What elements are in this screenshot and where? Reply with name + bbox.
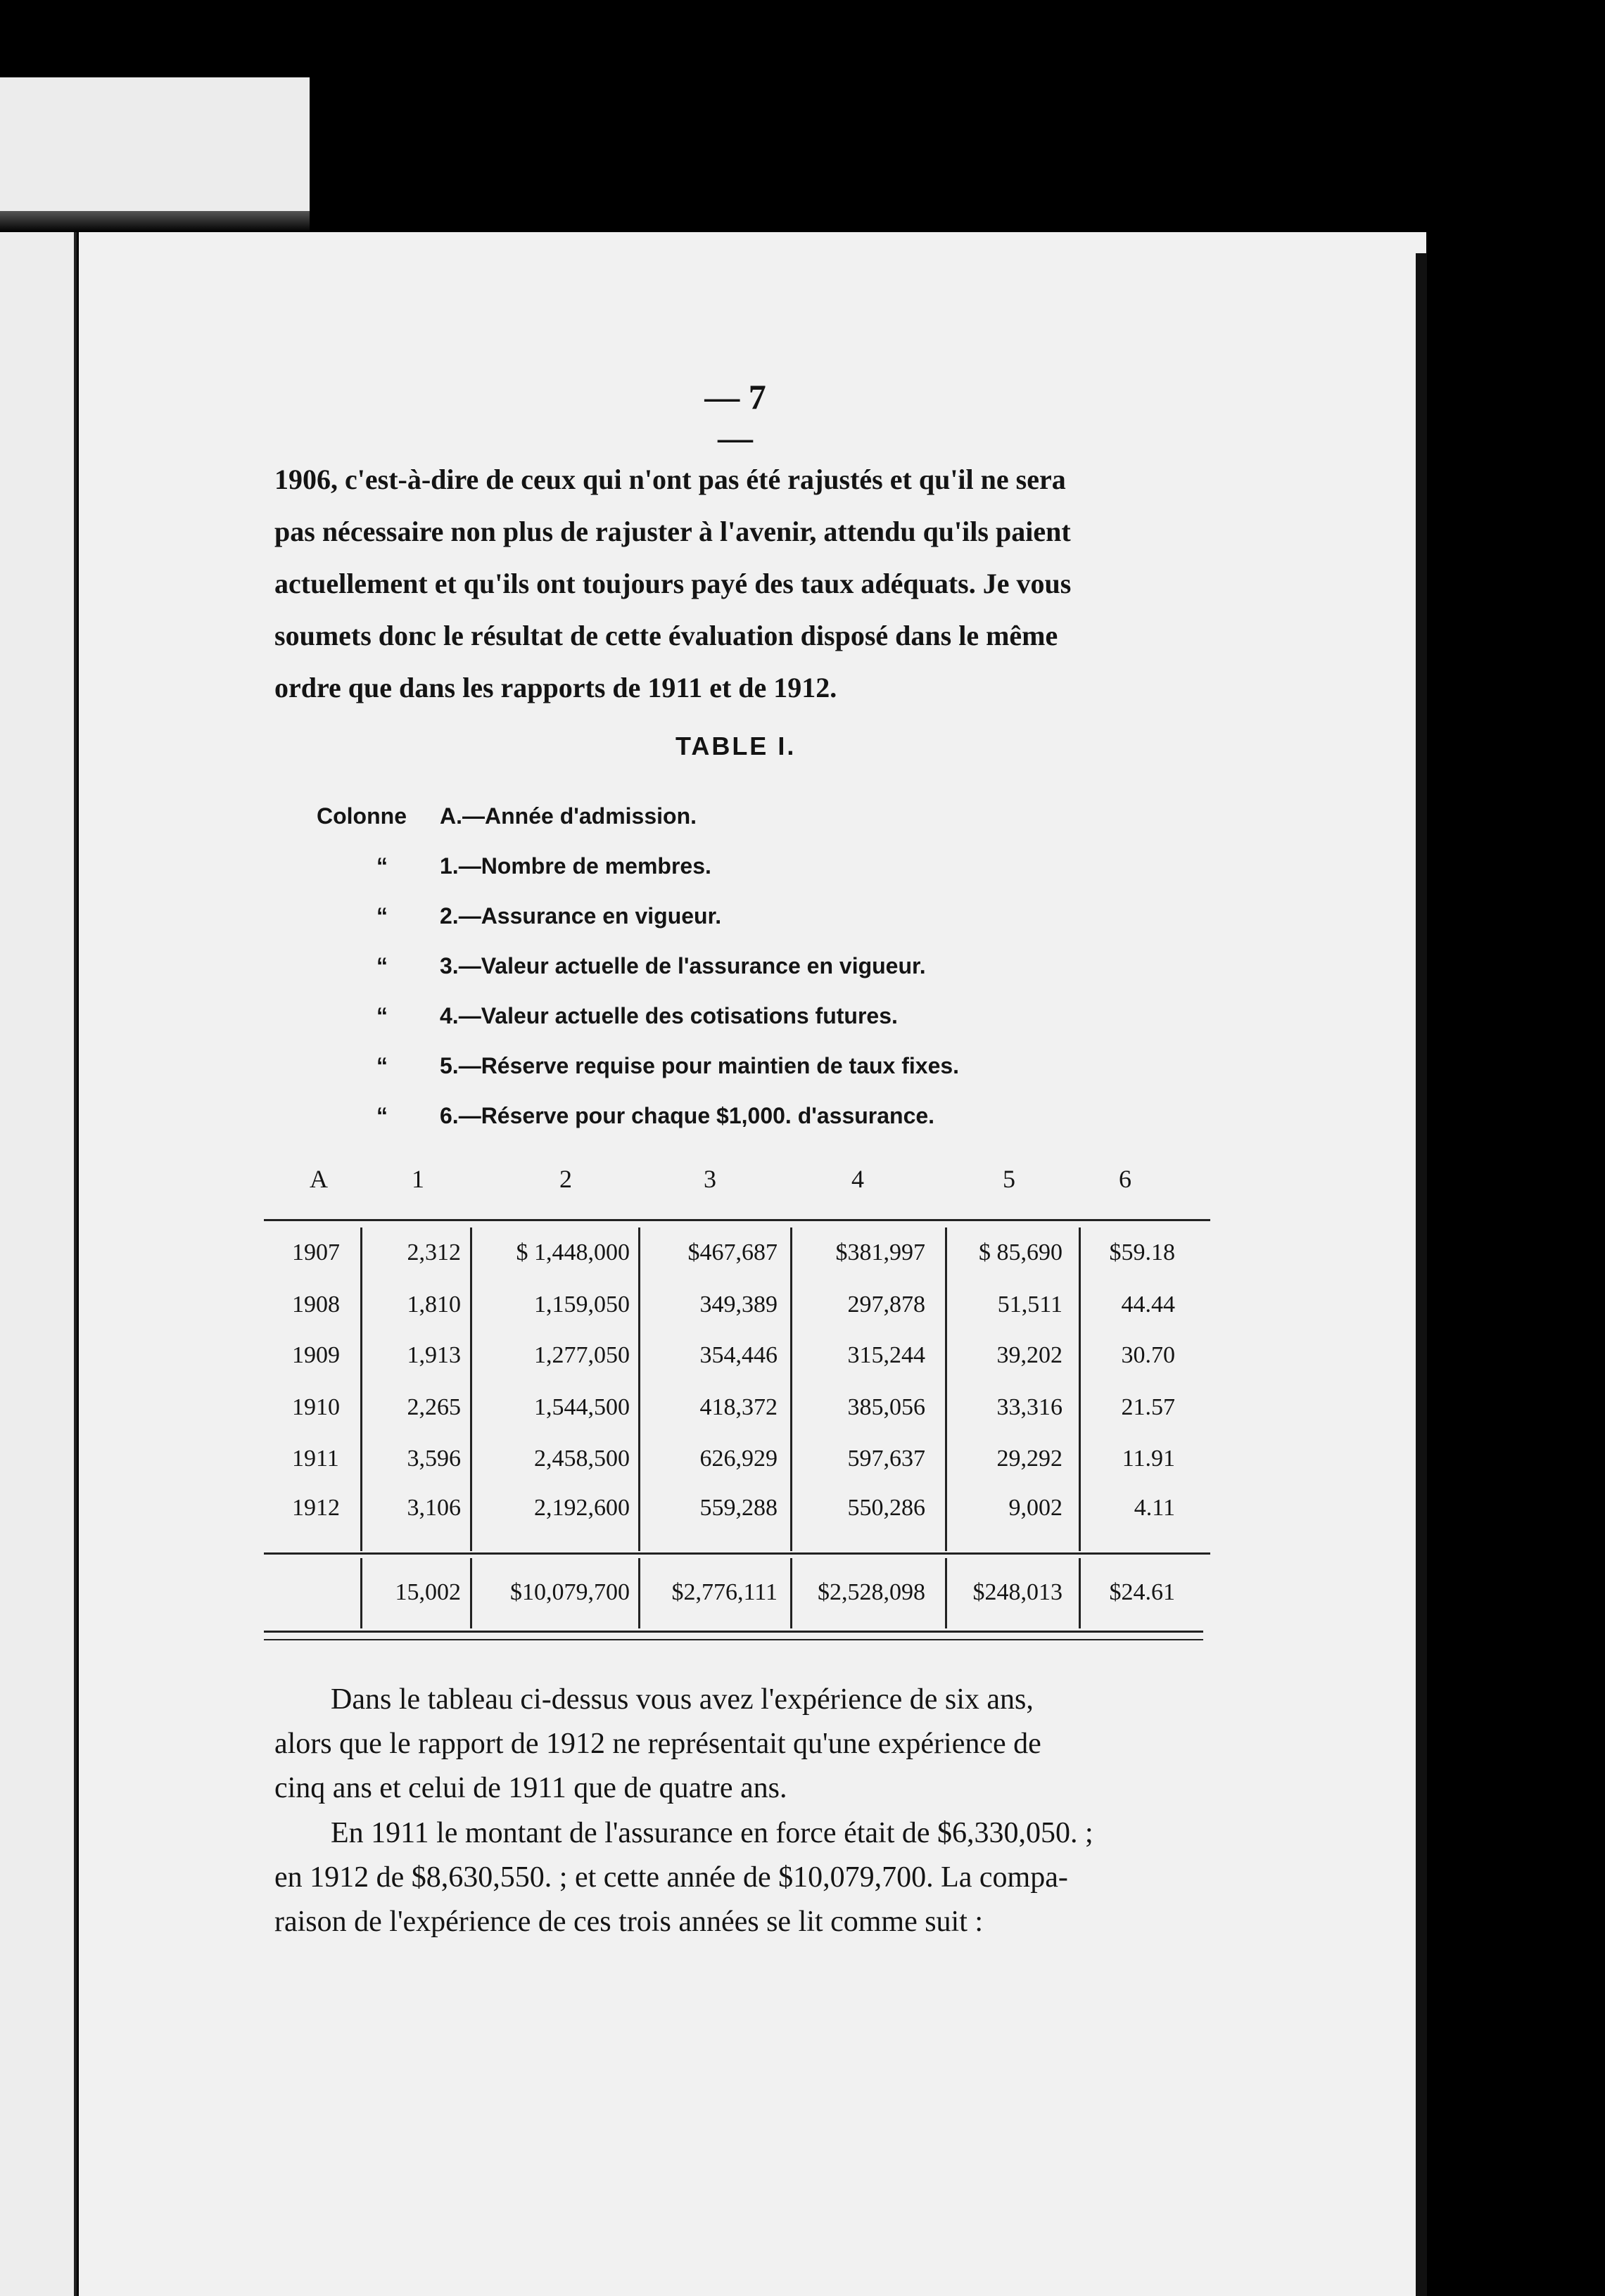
legend-text: 4.—Valeur actuelle des cotisations futures. [440, 1003, 898, 1028]
table-cell: 1911 [292, 1446, 339, 1472]
table-cell: $467,687 [687, 1239, 778, 1265]
table-cell: 3,596 [407, 1446, 461, 1472]
legend-prefix: “ [376, 1103, 388, 1128]
table-cell: $2,776,111 [671, 1579, 778, 1605]
table-title: TABLE I. [675, 732, 797, 760]
table-cell: 550,286 [847, 1495, 925, 1521]
legend-item [317, 791, 959, 841]
table-cell: 33,316 [996, 1394, 1062, 1420]
table-cell: $248,013 [972, 1579, 1062, 1605]
legend-prefix: “ [376, 903, 388, 929]
table-cell: 2,458,500 [534, 1446, 630, 1472]
column-header: 1 [412, 1165, 424, 1193]
table-cell: 30.70 [1121, 1342, 1175, 1368]
table-cell: 1,159,050 [534, 1292, 630, 1318]
table-cell: $381,997 [835, 1239, 925, 1265]
table-cell: $ 1,448,000 [516, 1239, 630, 1265]
text-line: pas nécessaire non plus de rajuster à l'avenir, attendu qu'ils paient [274, 516, 1071, 547]
table-cell: 2,312 [407, 1239, 461, 1265]
table-top-rule [264, 1219, 1210, 1221]
column-legend [317, 791, 959, 1141]
table-cell: 21.57 [1121, 1394, 1175, 1420]
text-line: raison de l'expérience de ces trois années se lit comme suit : [274, 1906, 984, 1938]
table-cell: 1908 [292, 1292, 340, 1318]
table-cell: 1907 [292, 1239, 340, 1265]
table-cell: 51,511 [997, 1292, 1062, 1318]
table-row [0, 1292, 1605, 1334]
table-cell: 4.11 [1134, 1495, 1175, 1521]
column-header: A [310, 1165, 328, 1193]
table-row [0, 1239, 1605, 1282]
table-cell: 1,913 [407, 1342, 461, 1368]
table-cell: 626,929 [699, 1446, 778, 1472]
legend-item [317, 1041, 959, 1091]
table-cell: 1,277,050 [534, 1342, 630, 1368]
column-header: 2 [559, 1165, 572, 1193]
table-row [0, 1495, 1605, 1537]
table-cell: 1912 [292, 1495, 340, 1521]
table-cell: 418,372 [699, 1394, 778, 1420]
legend-item [317, 941, 959, 991]
text-line: actuellement et qu'ils ont toujours payé des taux adéquats. Je vous [274, 568, 1072, 599]
table-cell: $59.18 [1109, 1239, 1175, 1265]
table-cell: $24.61 [1109, 1579, 1175, 1605]
legend-prefix: “ [376, 853, 388, 879]
table-row [0, 1342, 1605, 1384]
table-total-rule [264, 1552, 1210, 1555]
table-cell: 15,002 [395, 1579, 461, 1605]
legend-item [317, 991, 959, 1041]
column-header: 6 [1119, 1165, 1131, 1193]
table-cell: 9,002 [1008, 1495, 1062, 1521]
table-cell: 1,544,500 [534, 1394, 630, 1420]
page-number: — 7 — [704, 377, 766, 457]
table-bottom-rule-double [264, 1639, 1203, 1640]
table-cell: 1,810 [407, 1292, 461, 1318]
column-header: 3 [704, 1165, 716, 1193]
text-line: ordre que dans les rapports de 1911 et de 1912. [274, 672, 837, 703]
legend-item [317, 891, 959, 941]
table-row [0, 1394, 1605, 1436]
table-row [0, 1446, 1605, 1488]
table-cell: 1909 [292, 1342, 340, 1368]
table-cell: $ 85,690 [979, 1239, 1062, 1265]
legend-item [317, 841, 959, 891]
paragraph [274, 1678, 1224, 1811]
column-header: 4 [851, 1165, 864, 1193]
table-cell: 597,637 [847, 1446, 925, 1472]
legend-text: 2.—Assurance en vigueur. [440, 903, 722, 929]
legend-prefix: “ [376, 953, 388, 978]
table-cell: 354,446 [699, 1342, 778, 1368]
legend-text: 6.—Réserve pour chaque $1,000. d'assurance. [440, 1103, 935, 1128]
table-cell: 349,389 [699, 1292, 778, 1318]
table-cell: $10,079,700 [510, 1579, 630, 1605]
legend-item [317, 1091, 959, 1141]
table-cell: 559,288 [699, 1495, 778, 1521]
table-cell: 29,292 [996, 1446, 1062, 1472]
table-cell: 3,106 [407, 1495, 461, 1521]
legend-text: 5.—Réserve requise pour maintien de taux fixes. [440, 1053, 960, 1078]
column-header: 5 [1003, 1165, 1015, 1193]
table-cell: 297,878 [847, 1292, 925, 1318]
table-column-headers [0, 1164, 1605, 1199]
table-cell: 315,244 [847, 1342, 925, 1368]
legend-prefix: “ [376, 1003, 388, 1028]
table-cell: 11.91 [1122, 1446, 1175, 1472]
table-bottom-rule [264, 1631, 1203, 1633]
text-line: alors que le rapport de 1912 ne représentait qu'une expérience de [274, 1728, 1041, 1760]
legend-prefix: Colonne [317, 803, 407, 829]
text-line: soumets donc le résultat de cette évaluation disposé dans le même [274, 620, 1058, 651]
table-cell: $2,528,098 [818, 1579, 925, 1605]
table-cell: 2,265 [407, 1394, 461, 1420]
table-cell: 44.44 [1121, 1292, 1175, 1318]
paragraph [274, 1811, 1224, 1944]
legend-text: 3.—Valeur actuelle de l'assurance en vigueur. [440, 953, 926, 978]
intro-paragraph [274, 454, 1224, 714]
text-line: En 1911 le montant de l'assurance en force était de $6,330,050. ; [331, 1817, 1093, 1849]
table-total-row [0, 1579, 1605, 1621]
text-line: Dans le tableau ci-dessus vous avez l'expérience de six ans, [331, 1683, 1034, 1716]
legend-text: 1.—Nombre de membres. [440, 853, 711, 879]
table-cell: 39,202 [996, 1342, 1062, 1368]
text-line: en 1912 de $8,630,550. ; et cette année de $10,079,700. La compa- [274, 1861, 1068, 1894]
text-line: 1906, c'est-à-dire de ceux qui n'ont pas été rajustés et qu'il ne sera [274, 464, 1066, 495]
text-line: cinq ans et celui de 1911 que de quatre ans. [274, 1772, 787, 1804]
legend-prefix: “ [376, 1053, 388, 1078]
table-cell: 1910 [292, 1394, 340, 1420]
table-cell: 385,056 [847, 1394, 925, 1420]
table-cell: 2,192,600 [534, 1495, 630, 1521]
legend-text: A.—Année d'admission. [440, 803, 697, 829]
